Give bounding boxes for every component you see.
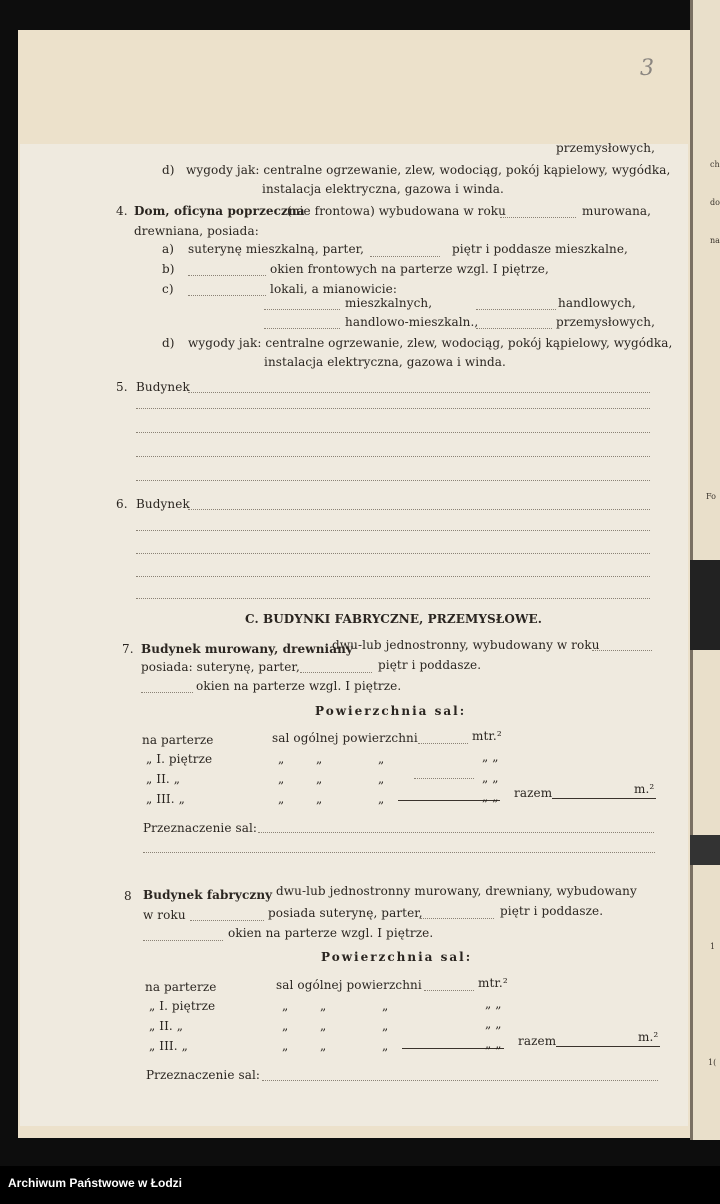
ditto-mark: „ xyxy=(378,772,385,786)
ditto-mark: „ „ xyxy=(482,790,499,804)
prev-d-line2: instalacja elektryczna, gazowa i winda. xyxy=(262,182,504,196)
fill-field xyxy=(418,743,468,744)
item4-b-label: b) xyxy=(162,262,175,276)
item6-label: Budynek xyxy=(136,497,190,511)
fill-line xyxy=(143,852,655,853)
item8-przeznaczenie: Przeznaczenie sal: xyxy=(146,1068,261,1082)
fill-field xyxy=(300,672,372,673)
margin-fragment: do xyxy=(710,198,720,207)
item4-number: 4. xyxy=(116,204,128,218)
item7-razem: razem xyxy=(514,786,553,800)
item4-handlowych: handlowych, xyxy=(558,296,636,310)
item4-line1: (nie frontowa) wybudowana w roku xyxy=(287,204,507,218)
item8-line2c: piętr i poddasze. xyxy=(500,904,604,918)
fill-field xyxy=(264,309,340,310)
item7-title: Budynek murowany, drewniany xyxy=(141,642,353,656)
fill-field xyxy=(141,692,193,693)
ditto-mark: „ xyxy=(316,752,323,766)
item7-row1-label: na parterze xyxy=(142,733,214,747)
item7-line2b: piętr i poddasze. xyxy=(378,658,482,672)
item4-przemyslowych: przemysłowych, xyxy=(556,315,655,329)
ditto-mark: „ xyxy=(378,792,385,806)
ditto-mark: „ xyxy=(378,752,385,766)
ditto-mark: „ xyxy=(282,1019,289,1033)
fill-field xyxy=(424,990,474,991)
item7-line2a: posiada: suterynę, parter, xyxy=(141,660,300,674)
item5-label: Budynek xyxy=(136,380,190,394)
item8-razem: razem xyxy=(518,1034,557,1048)
ditto-mark: „ xyxy=(320,1019,327,1033)
item4-line2: drewniana, posiada: xyxy=(134,224,259,238)
ditto-mark: „ xyxy=(282,1039,289,1053)
fill-field xyxy=(476,328,552,329)
item7-row3-label: „ II. „ xyxy=(146,772,181,786)
fill-line xyxy=(136,480,650,481)
fill-field xyxy=(370,256,440,257)
item4-handlowo: handlowo-mieszkaln., xyxy=(345,315,479,329)
margin-fragment: 1 xyxy=(710,942,716,951)
margin-fragment: ch xyxy=(710,160,720,169)
item7-row2-label: „ I. piętrze xyxy=(146,752,213,766)
fill-line xyxy=(136,408,650,409)
ditto-mark: „ xyxy=(278,792,285,806)
fill-line xyxy=(136,456,650,457)
ditto-mark: „ xyxy=(320,1039,327,1053)
item4-d-line2: instalacja elektryczna, gazowa i winda. xyxy=(264,355,506,369)
item7-line1: dwu-lub jednostronny, wybudowany w roku xyxy=(332,638,600,652)
item8-row1-unit: mtr.² xyxy=(478,976,508,990)
item8-row3-label: „ II. „ xyxy=(149,1019,184,1033)
ditto-mark: „ xyxy=(320,999,327,1013)
ditto-mark: „ xyxy=(278,772,285,786)
fill-line xyxy=(136,576,650,577)
total-line xyxy=(552,798,656,799)
item7-row1-text: sal ogólnej powierzchni xyxy=(272,731,418,745)
fill-field xyxy=(420,918,494,919)
item8-row2-label: „ I. piętrze xyxy=(149,999,216,1013)
item4-mieszkalnych: mieszkalnych, xyxy=(345,296,433,310)
fill-field xyxy=(188,275,266,276)
item4-c-label: c) xyxy=(162,282,174,296)
ditto-mark: „ „ xyxy=(485,997,502,1011)
item4-a-text2: piętr i poddasze mieszkalne, xyxy=(452,242,628,256)
ditto-mark: „ xyxy=(316,772,323,786)
section-c-heading: C. BUDYNKI FABRYCZNE, PRZEMYSŁOWE. xyxy=(245,612,543,626)
prev-d-label: d) xyxy=(162,163,175,177)
prev-partial-text: przemysłowych, xyxy=(556,141,655,155)
fill-field xyxy=(264,328,340,329)
ditto-mark: „ „ xyxy=(482,750,499,764)
item8-row4-label: „ III. „ xyxy=(149,1039,188,1053)
item8-line2a: w roku xyxy=(143,908,186,922)
page-tear-shadow xyxy=(690,835,720,865)
item7-pow-heading: Powierzchnia sal: xyxy=(315,704,467,718)
item8-pow-heading: Powierzchnia sal: xyxy=(321,950,473,964)
item8-row1-text: sal ogólnej powierzchni xyxy=(276,978,422,992)
fill-line xyxy=(136,530,650,531)
item8-total-unit: m.² xyxy=(638,1030,659,1044)
item4-d-label: d) xyxy=(162,336,175,350)
margin-fragment: Fo xyxy=(706,492,716,501)
item7-przeznaczenie: Przeznaczenie sal: xyxy=(143,821,258,835)
item7-row1-unit: mtr.² xyxy=(472,729,502,743)
page-tear-shadow xyxy=(690,560,720,650)
fill-line xyxy=(188,509,650,510)
item7-number: 7. xyxy=(122,642,134,656)
item7-row4-label: „ III. „ xyxy=(146,792,185,806)
year-field xyxy=(500,217,576,218)
item4-d-line1: wygody jak: centralne ogrzewanie, zlew, wodociąg, pokój kąpielowy, wygódka, xyxy=(188,336,673,350)
ditto-mark: „ xyxy=(278,752,285,766)
page-number: 3 xyxy=(640,56,655,81)
fill-line xyxy=(136,598,650,599)
fill-line xyxy=(258,832,654,833)
prev-d-line1: wygody jak: centralne ogrzewanie, zlew, wodociąg, pokój kąpielowy, wygódka, xyxy=(186,163,671,177)
ditto-mark: „ „ xyxy=(485,1017,502,1031)
item4-a-text1: suterynę mieszkalną, parter, xyxy=(188,242,365,256)
year-field xyxy=(592,650,652,651)
ditto-mark: „ xyxy=(282,999,289,1013)
ditto-mark: „ xyxy=(382,999,389,1013)
item4-title: Dom, oficyna poprzeczna xyxy=(134,204,305,218)
item8-title: Budynek fabryczny xyxy=(143,888,273,902)
item7-line3: okien na parterze wzgl. I piętrze. xyxy=(196,679,402,693)
fill-line xyxy=(136,553,650,554)
item8-row1-label: na parterze xyxy=(145,980,217,994)
fill-line xyxy=(262,1080,658,1081)
item8-number: 8 xyxy=(124,889,132,903)
item6-number: 6. xyxy=(116,497,128,511)
fill-field xyxy=(143,940,223,941)
fill-field xyxy=(476,309,556,310)
item4-c-text: lokali, a mianowicie: xyxy=(270,282,397,296)
fill-line xyxy=(188,392,650,393)
fill-field xyxy=(414,778,474,779)
fill-field xyxy=(188,295,266,296)
ditto-mark: „ xyxy=(382,1039,389,1053)
margin-fragment: na xyxy=(710,236,720,245)
item8-line2b: posiada suterynę, parter, xyxy=(268,906,423,920)
year-field xyxy=(190,920,264,921)
item4-b-text: okien frontowych na parterze wzgl. I piętrze, xyxy=(270,262,549,276)
ditto-mark: „ xyxy=(382,1019,389,1033)
item5-number: 5. xyxy=(116,380,128,394)
archive-credit: Archiwum Państwowe w Łodzi xyxy=(8,1176,183,1190)
margin-fragment: 1( xyxy=(708,1058,717,1067)
ditto-mark: „ „ xyxy=(482,771,499,785)
ditto-mark: „ „ xyxy=(485,1037,502,1051)
ditto-mark: „ xyxy=(316,792,323,806)
fill-line xyxy=(136,432,650,433)
item4-murowana: murowana, xyxy=(582,204,652,218)
item4-a-label: a) xyxy=(162,242,175,256)
item7-total-unit: m.² xyxy=(634,782,655,796)
item8-line1: dwu-lub jednostronny murowany, drewniany, wybudowany xyxy=(276,884,637,898)
total-line xyxy=(556,1046,660,1047)
item8-line3: okien na parterze wzgl. I piętrze. xyxy=(228,926,434,940)
